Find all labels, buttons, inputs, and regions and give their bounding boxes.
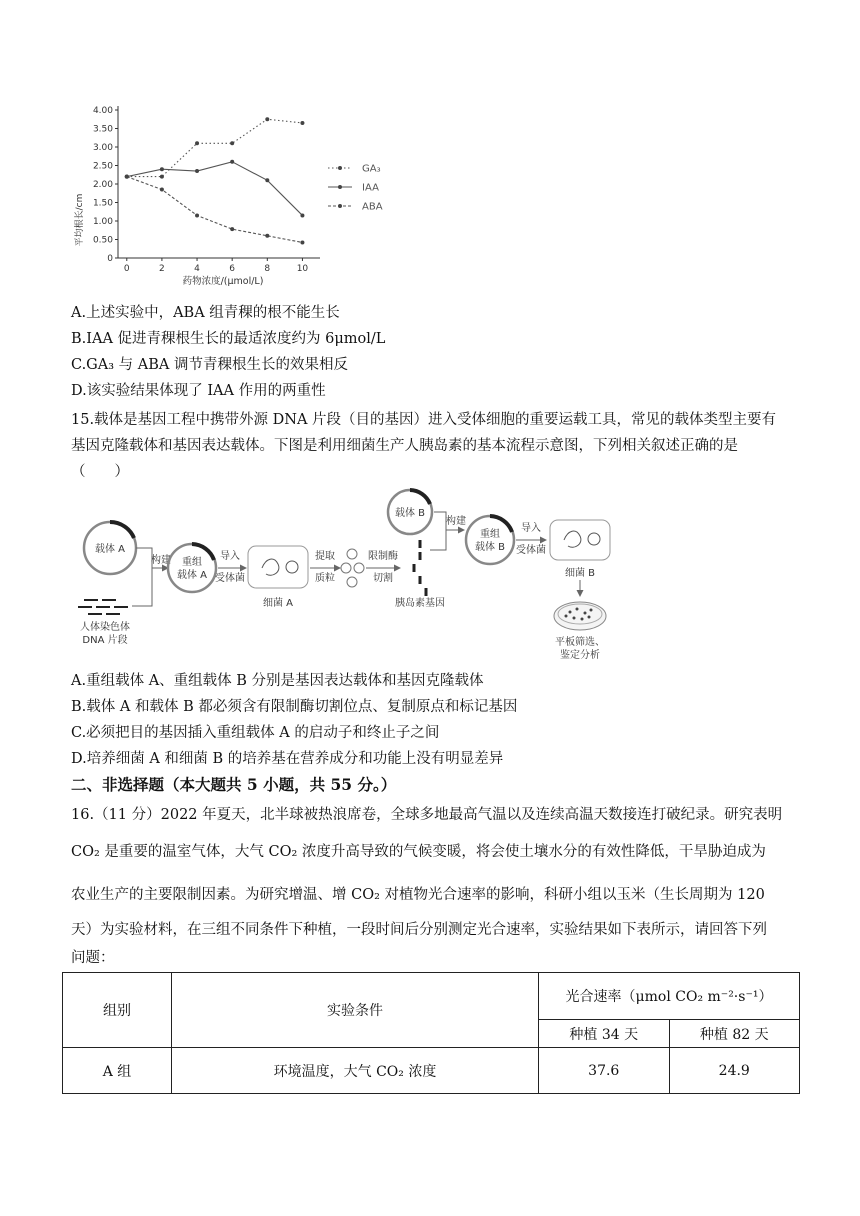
header-condition: 实验条件 (172, 973, 539, 1048)
q14-option-b: B.IAA 促进青稞根生长的最适浓度约为 6μmol/L (71, 331, 386, 347)
cell-condition: 环境温度，大气 CO₂ 浓度 (172, 1048, 539, 1094)
y-tick-label: 1.50 (92, 198, 113, 209)
section-2-heading: 二、非选择题（本大题共 5 小题，共 55 分。） (71, 775, 397, 794)
data-point (160, 167, 164, 171)
y-tick-label: 0 (107, 254, 113, 264)
insulin-gene-label: 胰岛素基因 (395, 598, 445, 609)
series-line-0 (127, 119, 303, 176)
data-point (230, 227, 234, 231)
x-axis-label: 药物浓度/(μmol/L) (182, 276, 264, 287)
chart-legend (328, 164, 383, 213)
cell-group: A 组 (63, 1048, 172, 1094)
y-tick-label: 3.50 (92, 124, 113, 135)
x-tick-label: 6 (229, 264, 236, 274)
q15-stem-line-3: （ ） (71, 464, 129, 480)
y-tick-label: 3.00 (92, 143, 113, 153)
chart-axes (93, 106, 320, 274)
data-point (195, 141, 199, 145)
dna-label-1: 人体染色体 (80, 622, 130, 633)
build-1-label: 构建 (151, 555, 171, 566)
data-point (125, 175, 129, 179)
insulin-production-diagram (70, 488, 630, 668)
q15-stem-line-2: 基因克隆载体和基因表达载体。下图是利用细菌生产人胰岛素的基本流程示意图，下列相关叙述正确的是 (71, 438, 738, 454)
data-point (195, 213, 199, 217)
y-axis-label: 平均根长/cm (75, 193, 85, 247)
enzyme-label-1: 限制酶 (368, 551, 398, 562)
q15-option-d: D.培养细菌 A 和细菌 B 的培养基在营养成分和功能上没有明显差异 (71, 751, 504, 767)
recomb-a-label-1: 重组 (182, 557, 202, 568)
q16-line-2: CO₂ 是重要的温室气体，大气 CO₂ 浓度升高导致的气候变暖，将会使土壤水分的有效性降低，干旱胁迫成为 (71, 844, 766, 860)
q14-option-a: A.上述实验中，ABA 组青稞的根不能生长 (71, 305, 340, 321)
y-tick-label: 2.00 (92, 180, 113, 190)
bacteria-b (550, 520, 610, 579)
series-line-2 (127, 177, 303, 243)
petri-plate (554, 602, 606, 661)
human-dna-fragments (78, 600, 130, 646)
screening-label-2: 鉴定分析 (560, 650, 600, 661)
header-rate: 光合速率（μmol CO₂ m⁻²·s⁻¹） (539, 973, 800, 1020)
data-point (265, 178, 269, 182)
legend-label: GA₃ (362, 163, 381, 175)
data-point (265, 234, 269, 238)
x-tick-label: 0 (123, 264, 130, 274)
data-point (300, 240, 304, 244)
cell-day34: 37.6 (539, 1048, 670, 1094)
recombinant-vector-a (168, 544, 216, 592)
recomb-a-label-2: 载体 A (176, 570, 208, 581)
q15-option-b: B.载体 A 和载体 B 都必须含有限制酶切割位点、复制原点和标记基因 (71, 699, 518, 715)
bacteria-a (248, 546, 308, 609)
q16-line-4: 天）为实验材料，在三组不同条件下种植，一段时间后分别测定光合速率，实验结果如下表所示，请回答下列 (71, 922, 767, 938)
bacteria-a-label: 细菌 A (262, 598, 294, 609)
table-row (63, 1048, 800, 1094)
data-point (230, 160, 234, 164)
root-length-chart (70, 100, 410, 290)
bacteria-b-label: 细菌 B (564, 568, 596, 579)
q15-option-c: C.必须把目的基因插入重组载体 A 的启动子和终止子之间 (71, 725, 440, 741)
data-point (160, 175, 164, 179)
chart-series-group (125, 117, 305, 244)
q16-line-3: 农业生产的主要限制因素。为研究增温、增 CO₂ 对植物光合速率的影响，科研小组以玉米（生长周期为 120 (71, 887, 765, 903)
x-tick-label: 10 (296, 264, 309, 274)
legend-label: ABA (362, 201, 383, 213)
q16-line-1: 16.（11 分）2022 年夏天，北半球被热浪席卷，全球多地最高气温以及连续高温天数接连打破纪录。研究表明 (71, 807, 783, 823)
recombinant-vector-b (466, 516, 514, 564)
screening-label-1: 平板筛选、 (555, 637, 605, 648)
q15-option-a: A.重组载体 A、重组载体 B 分别是基因表达载体和基因克隆载体 (71, 673, 484, 689)
extract-label-1: 提取 (315, 551, 335, 562)
q15-stem-line-1: 15.载体是基因工程中携带外源 DNA 片段（目的基因）进入受体细胞的重要运载工具，常见的载体类型主要有 (71, 412, 777, 428)
vector-b-label: 载体 B (394, 508, 426, 519)
vector-b-plasmid (388, 490, 432, 534)
q16-line-5: 问题： (71, 950, 115, 966)
extract-label-2: 质粒 (315, 573, 335, 584)
y-tick-label: 2.50 (92, 161, 113, 172)
y-tick-label: 0.50 (92, 235, 113, 246)
data-point (230, 141, 234, 145)
x-tick-label: 8 (264, 264, 271, 274)
recomb-b-label-2: 载体 B (474, 542, 506, 553)
data-point (300, 121, 304, 125)
recomb-b-label-1: 重组 (480, 529, 500, 540)
import-1a-label: 导入 (220, 551, 240, 562)
data-point (265, 117, 269, 121)
x-tick-label: 2 (159, 264, 165, 274)
cell-day82: 24.9 (669, 1048, 800, 1094)
header-day34: 种植 34 天 (539, 1020, 670, 1048)
import-2a-label: 导入 (521, 523, 541, 534)
data-point (160, 188, 164, 192)
vector-a-label: 载体 A (94, 544, 126, 555)
import-1b-label: 受体菌 (215, 573, 245, 584)
import-2b-label: 受体菌 (516, 545, 546, 556)
y-tick-label: 1.00 (92, 217, 113, 227)
legend-label: IAA (362, 182, 379, 194)
y-tick-label: 4.00 (92, 106, 113, 116)
data-point (300, 213, 304, 217)
build-2-label: 构建 (446, 516, 466, 527)
q14-option-c: C.GA₃ 与 ABA 调节青稞根生长的效果相反 (71, 357, 348, 373)
extracted-plasmids (341, 549, 364, 587)
series-line-1 (127, 162, 303, 216)
legend-marker (338, 185, 342, 189)
legend-marker (338, 204, 342, 208)
q14-option-d: D.该实验结果体现了 IAA 作用的两重性 (71, 383, 326, 399)
legend-marker (338, 166, 342, 170)
x-tick-label: 4 (194, 264, 200, 274)
header-group: 组别 (63, 973, 172, 1048)
photosynthesis-table (62, 972, 800, 1094)
data-point (195, 169, 199, 173)
vector-a-plasmid (84, 522, 136, 574)
enzyme-label-2: 切割 (373, 573, 393, 584)
header-day82: 种植 82 天 (669, 1020, 800, 1048)
dna-label-2: DNA 片段 (82, 635, 128, 646)
